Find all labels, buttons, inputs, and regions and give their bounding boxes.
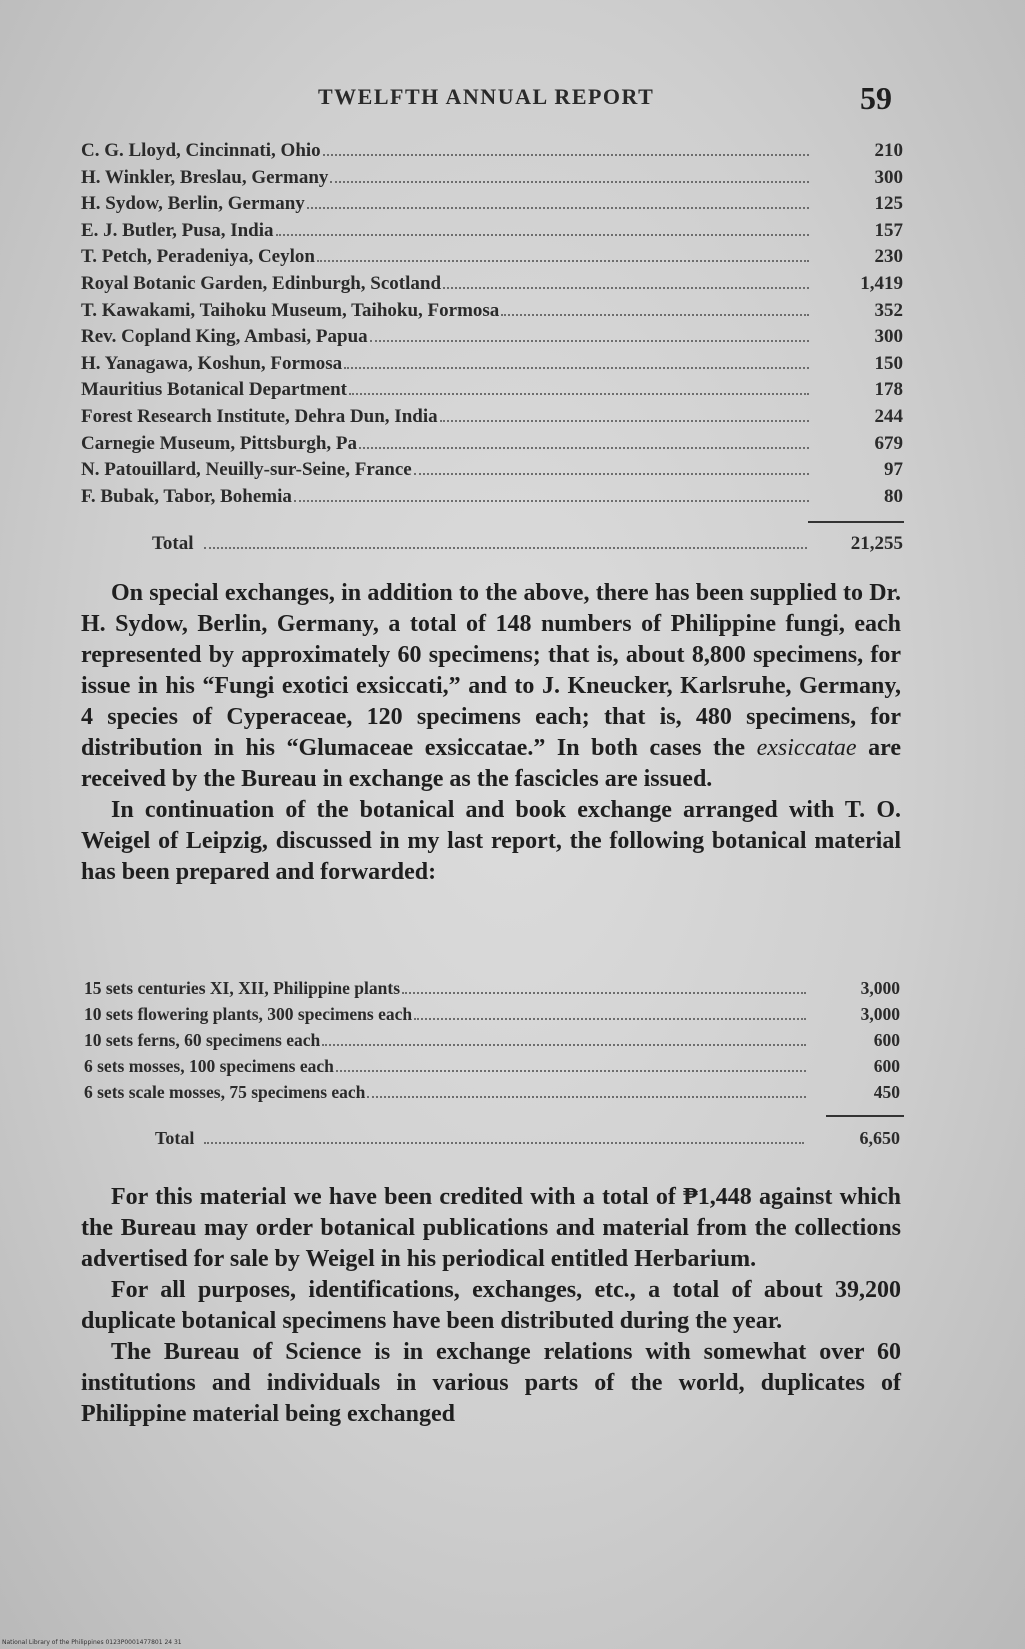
list-item: Carnegie Museum, Pittsburgh, Pa 679 bbox=[81, 432, 903, 454]
scan-credit: National Library of the Philippines 0123P0001477801 24 31 bbox=[2, 1639, 182, 1646]
list-item: Royal Botanic Garden, Edinburgh, Scotland 1,419 bbox=[81, 272, 903, 294]
list-item: T. Kawakami, Taihoku Museum, Taihoku, Formosa 352 bbox=[81, 299, 903, 321]
list-item: 6 sets scale mosses, 75 specimens each 450 bbox=[84, 1082, 900, 1102]
list-item: 6 sets mosses, 100 specimens each 600 bbox=[84, 1056, 900, 1076]
weigel-list bbox=[84, 978, 904, 1108]
italic-term: exsiccatae bbox=[756, 735, 857, 761]
list-item: F. Bubak, Tabor, Bohemia 80 bbox=[81, 485, 903, 507]
list-item: H. Yanagawa, Koshun, Formosa 150 bbox=[81, 352, 903, 374]
list-item: Rev. Copland King, Ambasi, Papua 300 bbox=[81, 326, 903, 348]
list-item: H. Sydow, Berlin, Germany 125 bbox=[81, 193, 903, 215]
total-value: 21,255 bbox=[850, 533, 903, 554]
list-item: Mauritius Botanical Department 178 bbox=[81, 379, 903, 401]
list-item: C. G. Lloyd, Cincinnati, Ohio 210 bbox=[81, 140, 903, 161]
list-item: 10 sets flowering plants, 300 specimens each 3,000 bbox=[84, 1004, 900, 1024]
page-header bbox=[0, 80, 1025, 120]
list-item: Forest Research Institute, Dehra Dun, India 244 bbox=[81, 405, 903, 427]
total-label: Total bbox=[155, 1128, 195, 1148]
paragraph-block-1 bbox=[81, 578, 901, 888]
list-item: 10 sets ferns, 60 specimens each 600 bbox=[84, 1030, 900, 1050]
list-item: 15 sets centuries XI, XII, Philippine plants 3,000 bbox=[84, 978, 900, 998]
paragraph: On special exchanges, in addition to the above, there has been supplied to Dr. H. Sydow, Berlin, Germany, a total of 148 numbers of Philippine fungi, each represented by approximately 60 specimens; that is, about 8,800 specimens, for issue in his “Fungi exotici exsiccati,” and to J. Kneucker, Karlsruhe, Germany, 4 species of Cyperaceae, 120 specimens each; that is, 480 specimens, for distribution in his “Glumaceae exsiccatae.” In both cases the exsiccatae are received by the Bureau in exchange as the fascicles are issued. bbox=[81, 580, 902, 792]
list-item: N. Patouillard, Neuilly-sur-Seine, France 97 bbox=[81, 459, 903, 481]
paragraph: For this material we have been credited with a total of ₱1,448 against which the Bureau may order botanical publications and material from the collections advertised for sale by Weigel in his periodical entitled Herbarium. bbox=[81, 1184, 901, 1272]
paragraph: For all purposes, identifications, exchanges, etc., a total of about 39,200 duplicate botanical specimens have been distributed during the year. bbox=[81, 1277, 901, 1334]
sum-rule bbox=[808, 521, 904, 523]
running-head: TWELFTH ANNUAL REPORT bbox=[318, 84, 655, 109]
total-row bbox=[152, 533, 907, 555]
list-item: H. Winkler, Breslau, Germany 300 bbox=[81, 166, 903, 188]
total-label: Total bbox=[152, 533, 194, 554]
page-number: 59 bbox=[860, 80, 892, 116]
paragraph: In continuation of the botanical and book exchange arranged with T. O. Weigel of Leipzig, discussed in my last report, the following botanical material has been prepared and forwarded: bbox=[81, 797, 901, 885]
list-item: E. J. Butler, Pusa, India 157 bbox=[81, 219, 903, 241]
paragraph: The Bureau of Science is in exchange relations with somewhat over 60 institutions and individuals in various parts of the world, duplicates of Philippine material being exchanged bbox=[81, 1339, 901, 1427]
distribution-list bbox=[81, 140, 907, 512]
list-item: T. Petch, Peradeniya, Ceylon 230 bbox=[81, 246, 903, 268]
total-row bbox=[155, 1128, 904, 1149]
total-value: 6,650 bbox=[859, 1128, 900, 1148]
paragraph-block-2 bbox=[81, 1182, 901, 1430]
sum-rule bbox=[826, 1115, 904, 1117]
